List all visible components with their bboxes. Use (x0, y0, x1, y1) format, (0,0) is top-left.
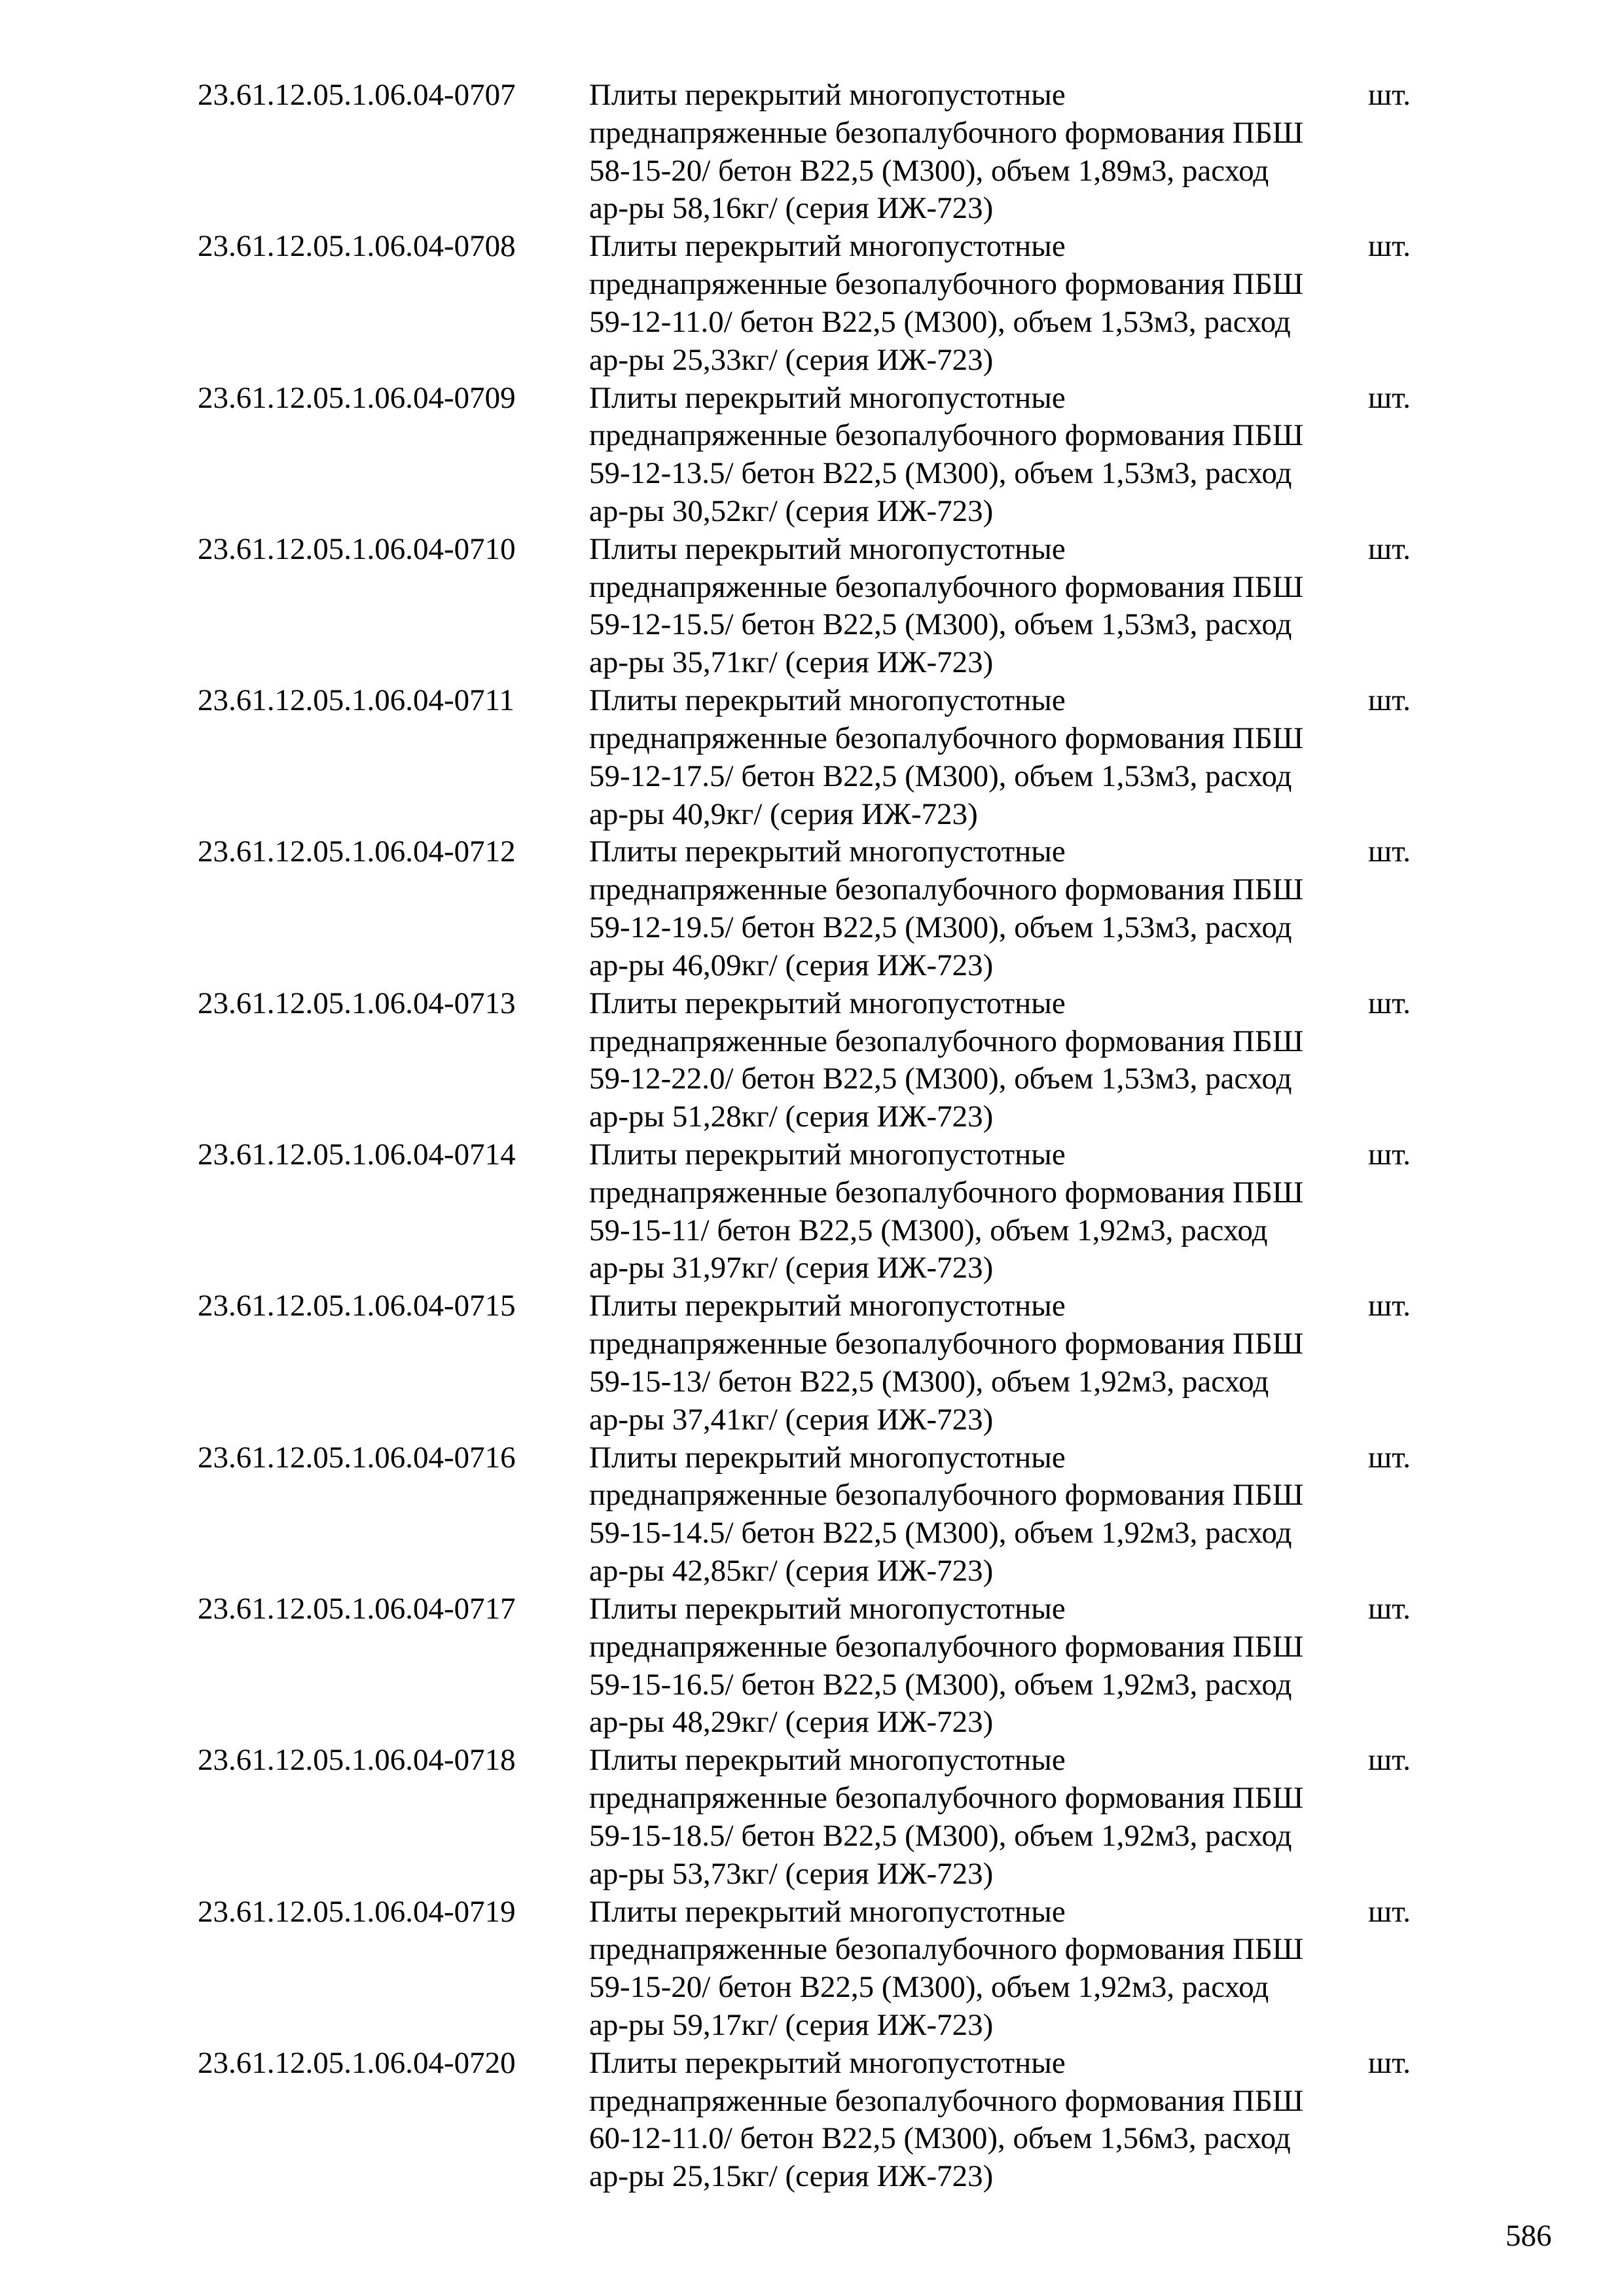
resource-description (589, 380, 1368, 531)
resource-description (589, 77, 1368, 228)
description-line: Плиты перекрытий многопустотные (589, 1138, 1066, 1172)
resource-description (589, 1893, 1368, 2045)
description-line: Плиты перекрытий многопустотные (589, 1591, 1066, 1626)
description-line: Плиты перекрытий многопустотные (589, 1894, 1066, 1929)
description-line: преднапряженные безопалубочного формования ПБШ (589, 2083, 1304, 2118)
resource-code: 23.61.12.05.1.06.04-0710 (198, 531, 516, 566)
unit-of-measure: шт. (1368, 1138, 1411, 1172)
table-row (198, 380, 1428, 531)
table-row (198, 2045, 1428, 2196)
resource-description (589, 1439, 1368, 1590)
description-line: Плиты перекрытий многопустотные (589, 380, 1066, 415)
resource-description (589, 531, 1368, 682)
unit-of-measure: шт. (1368, 986, 1411, 1020)
description-line: преднапряженные безопалубочного формования ПБШ (589, 115, 1304, 150)
unit-of-measure: шт. (1368, 1289, 1411, 1323)
resource-description (589, 985, 1368, 1136)
resource-code: 23.61.12.05.1.06.04-0716 (198, 1440, 516, 1475)
description-line: преднапряженные безопалубочного формования ПБШ (589, 418, 1304, 453)
resource-code: 23.61.12.05.1.06.04-0719 (198, 1894, 516, 1929)
description-line: ар-ры 25,15кг/ (серия ИЖ-723) (589, 2159, 994, 2194)
description-line: 59-12-17.5/ бетон В22,5 (М300), объем 1,53м3, расход (589, 759, 1292, 793)
description-line: ар-ры 59,17кг/ (серия ИЖ-723) (589, 2007, 994, 2042)
resource-code: 23.61.12.05.1.06.04-0711 (198, 683, 514, 718)
description-line: преднапряженные безопалубочного формования ПБШ (589, 267, 1304, 302)
description-line: ар-ры 53,73кг/ (серия ИЖ-723) (589, 1856, 994, 1891)
resource-code: 23.61.12.05.1.06.04-0717 (198, 1591, 516, 1626)
description-line: ар-ры 30,52кг/ (серия ИЖ-723) (589, 493, 994, 528)
table-row (198, 833, 1428, 984)
description-line: преднапряженные безопалубочного формования ПБШ (589, 1175, 1304, 1210)
description-line: 59-15-16.5/ бетон В22,5 (М300), объем 1,92м3, расход (589, 1667, 1292, 1702)
description-line: преднапряженные безопалубочного формования ПБШ (589, 872, 1304, 907)
description-line: преднапряженные безопалубочного формования ПБШ (589, 1932, 1304, 1967)
description-line: ар-ры 37,41кг/ (серия ИЖ-723) (589, 1402, 994, 1437)
unit-of-measure: шт. (1368, 1440, 1411, 1475)
table-row (198, 1742, 1428, 1893)
unit-of-measure: шт. (1368, 531, 1411, 566)
price-list-table (198, 77, 1428, 2196)
resource-code: 23.61.12.05.1.06.04-0712 (198, 834, 516, 869)
unit-of-measure: шт. (1368, 229, 1411, 264)
description-line: ар-ры 25,33кг/ (серия ИЖ-723) (589, 342, 994, 377)
description-line: 59-12-13.5/ бетон В22,5 (М300), объем 1,53м3, расход (589, 456, 1292, 491)
description-line: Плиты перекрытий многопустотные (589, 1440, 1066, 1475)
resource-description (589, 682, 1368, 833)
description-line: 59-12-19.5/ бетон В22,5 (М300), объем 1,53м3, расход (589, 910, 1292, 945)
description-line: 59-12-11.0/ бетон В22,5 (М300), объем 1,53м3, расход (589, 304, 1291, 339)
table-row (198, 682, 1428, 833)
resource-description (589, 228, 1368, 379)
description-line: ар-ры 35,71кг/ (серия ИЖ-723) (589, 645, 994, 680)
unit-of-measure: шт. (1368, 834, 1411, 869)
resource-code: 23.61.12.05.1.06.04-0715 (198, 1289, 516, 1323)
description-line: преднапряженные безопалубочного формования ПБШ (589, 1781, 1304, 1816)
unit-of-measure: шт. (1368, 78, 1411, 112)
resource-description (589, 833, 1368, 984)
description-line: Плиты перекрытий многопустотные (589, 986, 1066, 1020)
description-line: преднапряженные безопалубочного формования ПБШ (589, 1629, 1304, 1664)
description-line: Плиты перекрытий многопустотные (589, 1743, 1066, 1778)
table-row (198, 1136, 1428, 1287)
unit-of-measure: шт. (1368, 1743, 1411, 1778)
description-line: ар-ры 42,85кг/ (серия ИЖ-723) (589, 1554, 994, 1588)
unit-of-measure: шт. (1368, 2045, 1411, 2080)
unit-of-measure: шт. (1368, 1591, 1411, 1626)
description-line: 58-15-20/ бетон В22,5 (М300), объем 1,89м3, расход (589, 153, 1269, 188)
description-line: Плиты перекрытий многопустотные (589, 834, 1066, 869)
description-line: преднапряженные безопалубочного формования ПБШ (589, 1024, 1304, 1058)
description-line: 59-15-11/ бетон В22,5 (М300), объем 1,92м3, расход (589, 1213, 1268, 1247)
description-line: ар-ры 46,09кг/ (серия ИЖ-723) (589, 948, 994, 982)
page-number: 586 (1506, 2219, 1552, 2253)
description-line: 59-15-14.5/ бетон В22,5 (М300), объем 1,92м3, расход (589, 1516, 1292, 1551)
description-line: 59-12-15.5/ бетон В22,5 (М300), объем 1,53м3, расход (589, 607, 1292, 642)
description-line: 59-12-22.0/ бетон В22,5 (М300), объем 1,53м3, расход (589, 1062, 1292, 1096)
resource-description (589, 1590, 1368, 1742)
description-line: Плиты перекрытий многопустотные (589, 229, 1066, 264)
table-row (198, 985, 1428, 1136)
resource-code: 23.61.12.05.1.06.04-0718 (198, 1743, 516, 1778)
description-line: Плиты перекрытий многопустотные (589, 1289, 1066, 1323)
resource-code: 23.61.12.05.1.06.04-0713 (198, 986, 516, 1020)
description-line: ар-ры 51,28кг/ (серия ИЖ-723) (589, 1100, 994, 1134)
table-row (198, 77, 1428, 228)
description-line: Плиты перекрытий многопустотные (589, 78, 1066, 112)
table-row (198, 228, 1428, 379)
description-line: 59-15-13/ бетон В22,5 (М300), объем 1,92м3, расход (589, 1364, 1269, 1399)
table-row (198, 1590, 1428, 1742)
description-line: преднапряженные безопалубочного формования ПБШ (589, 1478, 1304, 1513)
description-line: 59-15-18.5/ бетон В22,5 (М300), объем 1,92м3, расход (589, 1818, 1292, 1853)
description-line: преднапряженные безопалубочного формования ПБШ (589, 721, 1304, 755)
resource-code: 23.61.12.05.1.06.04-0709 (198, 380, 516, 415)
description-line: преднапряженные безопалубочного формования ПБШ (589, 1327, 1304, 1361)
description-line: ар-ры 31,97кг/ (серия ИЖ-723) (589, 1251, 994, 1285)
unit-of-measure: шт. (1368, 1894, 1411, 1929)
resource-description (589, 1287, 1368, 1439)
resource-description (589, 2045, 1368, 2196)
description-line: преднапряженные безопалубочного формования ПБШ (589, 569, 1304, 604)
description-line: ар-ры 48,29кг/ (серия ИЖ-723) (589, 1705, 994, 1740)
description-line: Плиты перекрытий многопустотные (589, 2045, 1066, 2080)
description-line: ар-ры 40,9кг/ (серия ИЖ-723) (589, 797, 978, 831)
resource-code: 23.61.12.05.1.06.04-0714 (198, 1138, 516, 1172)
description-line: ар-ры 58,16кг/ (серия ИЖ-723) (589, 191, 994, 226)
resource-description (589, 1136, 1368, 1287)
table-row (198, 1287, 1428, 1439)
description-line: 59-15-20/ бетон В22,5 (М300), объем 1,92м3, расход (589, 1970, 1269, 2005)
unit-of-measure: шт. (1368, 380, 1411, 415)
resource-code: 23.61.12.05.1.06.04-0707 (198, 78, 516, 112)
table-row (198, 531, 1428, 682)
unit-of-measure: шт. (1368, 683, 1411, 718)
description-line: Плиты перекрытий многопустотные (589, 683, 1066, 718)
description-line: 60-12-11.0/ бетон В22,5 (М300), объем 1,56м3, расход (589, 2121, 1291, 2156)
resource-code: 23.61.12.05.1.06.04-0708 (198, 229, 516, 264)
table-row (198, 1893, 1428, 2045)
resource-description (589, 1742, 1368, 1893)
table-row (198, 1439, 1428, 1590)
resource-code: 23.61.12.05.1.06.04-0720 (198, 2045, 516, 2080)
description-line: Плиты перекрытий многопустотные (589, 531, 1066, 566)
